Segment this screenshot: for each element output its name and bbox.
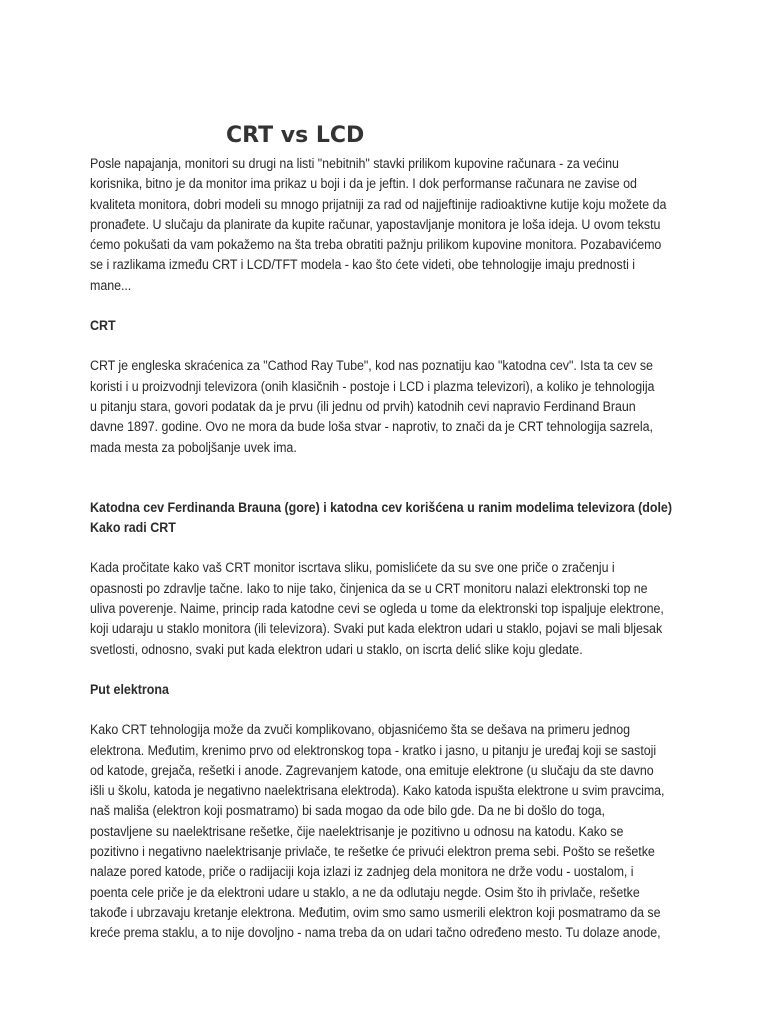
text-line: kreće prema staklu, a to nije dovoljno - nama treba da on udari tačno određeno mesto. Tu dolaze anode, (90, 925, 661, 941)
text-line: mane... (90, 277, 132, 293)
section-heading-path: Put elektrona (90, 681, 169, 697)
text-line: Kada pročitate kako vaš CRT monitor iscrtava sliku, pomislićete da su sve one priče o zračenju i (90, 560, 615, 576)
text-line: uliva poverenje. Naime, princip rada katodne cevi se ogleda u tome da elektronski top ispaljuje elektrone, (90, 601, 664, 617)
text-line: Kako CRT tehnologija može da zvuči komplikovano, objasnićemo šta se dešava na primeru jednog (90, 722, 631, 738)
crt-paragraph (90, 356, 690, 457)
page-title: CRT vs LCD (226, 123, 365, 148)
text-line: naš mališa (elektron koji posmatramo) bi sada mogao da ode bilo gde. Da ne bi došlo do toga, (90, 803, 605, 819)
text-line: ćemo pokušati da vam pokažemo na šta treba obratiti pažnju prilikom kupovine monitora. Pozabavićemo (90, 237, 662, 253)
text-line: davne 1897. godine. Ovo ne mora da bude loša stvar - naprotiv, to znači da je CRT tehnologija sazrela, (90, 419, 653, 435)
text-line: kvaliteta monitora, dobri modeli su mnogo prijatniji za rad od najjeftinije radioaktivne kutije koju možete da (90, 196, 667, 212)
path-paragraph (90, 720, 690, 943)
text-line: elektrona. Međutim, krenimo prvo od elektronskog topa - kratko i jasno, u pitanju je uređaj koji se sastoji (90, 742, 657, 758)
text-line: pronađete. U slučaju da planirate da kupite računar, yapostavljanje monitora je loša ideja. U ovom tekstu (90, 216, 661, 232)
text-line: svetlosti, odnosno, svaki put kada elektron udari u staklo, on iscrta delić slike koju gledate. (90, 641, 583, 657)
text-line: pozitivno i negativno naelektrisanje privlače, te rešetke će privući elektron prema sebi. Pošto se rešetke (90, 844, 655, 860)
how-paragraph (90, 558, 690, 659)
text-line: u pitanju stara, govori podatak da je prvu (ili jednu od prvih) katodnih cevi napravio Ferdinand Braun (90, 398, 636, 414)
text-line: postavljene su naelektrisane rešetke, čije naelektrisanje je pozitivno u odnosu na katodu. Kako se (90, 823, 624, 839)
text-line: koristi i u proizvodnji televizora (onih klasičnih - postoje i LCD i plazma televizori), a koliko je tehnologija (90, 378, 655, 394)
document-page (90, 122, 690, 944)
text-line: poenta cele priče je da elektroni udare u staklo, a ne da odlutaju negde. Osim što ih privlače, rešetke (90, 884, 640, 900)
figure-caption: Katodna cev Ferdinanda Brauna (gore) i katodna cev korišćena u ranim modelima televizora (dole) (90, 499, 673, 515)
text-line: takođe i ubrzavaju kretanje elektrona. Međutim, ovim smo samo usmerili elektron koji posmatramo da se (90, 904, 661, 920)
text-line: se i razlikama između CRT i LCD/TFT modela - kao što ćete videti, obe tehnologije imaju prednosti i (90, 257, 635, 273)
text-line: mada mesta za poboljšanje uvek ima. (90, 439, 297, 455)
intro-paragraph (90, 154, 690, 296)
text-line: opasnosti po zdravlje tačne. Iako to nije tako, činjenica da se u CRT monitoru nalazi elektronski top ne (90, 580, 648, 596)
text-line: od katode, grejača, rešetki i anode. Zagrevanjem katode, ona emituje elektrone (u slučaju da ste davno (90, 762, 654, 778)
text-line: CRT je engleska skraćenica za "Cathod Ray Tube", kod nas poznatiju kao "katodna cev". Ista ta cev se (90, 358, 653, 374)
section-heading-how: Kako radi CRT (90, 520, 176, 536)
section-heading-crt: CRT (90, 318, 116, 334)
text-line: nalaze pored katode, priče o radijaciji koja izlazi iz zadnjeg dela monitora ne drže vodu - uostalom, i (90, 864, 634, 880)
text-line: išli u školu, katoda je negativno naelektrisana elektroda). Kako katoda ispušta elektrone u svim pravcima, (90, 783, 665, 799)
text-line: koji udaraju u staklo monitora (ili televizora). Svaki put kada elektron udari u staklo, pojavi se mali bljesak (90, 621, 663, 637)
text-line: korisnika, bitno je da monitor ima prikaz u boji i da je jeftin. I dok performanse računara ne zavise od (90, 176, 637, 192)
text-line: Posle napajanja, monitori su drugi na listi "nebitnih" stavki prilikom kupovine računara - za većinu (90, 156, 619, 171)
